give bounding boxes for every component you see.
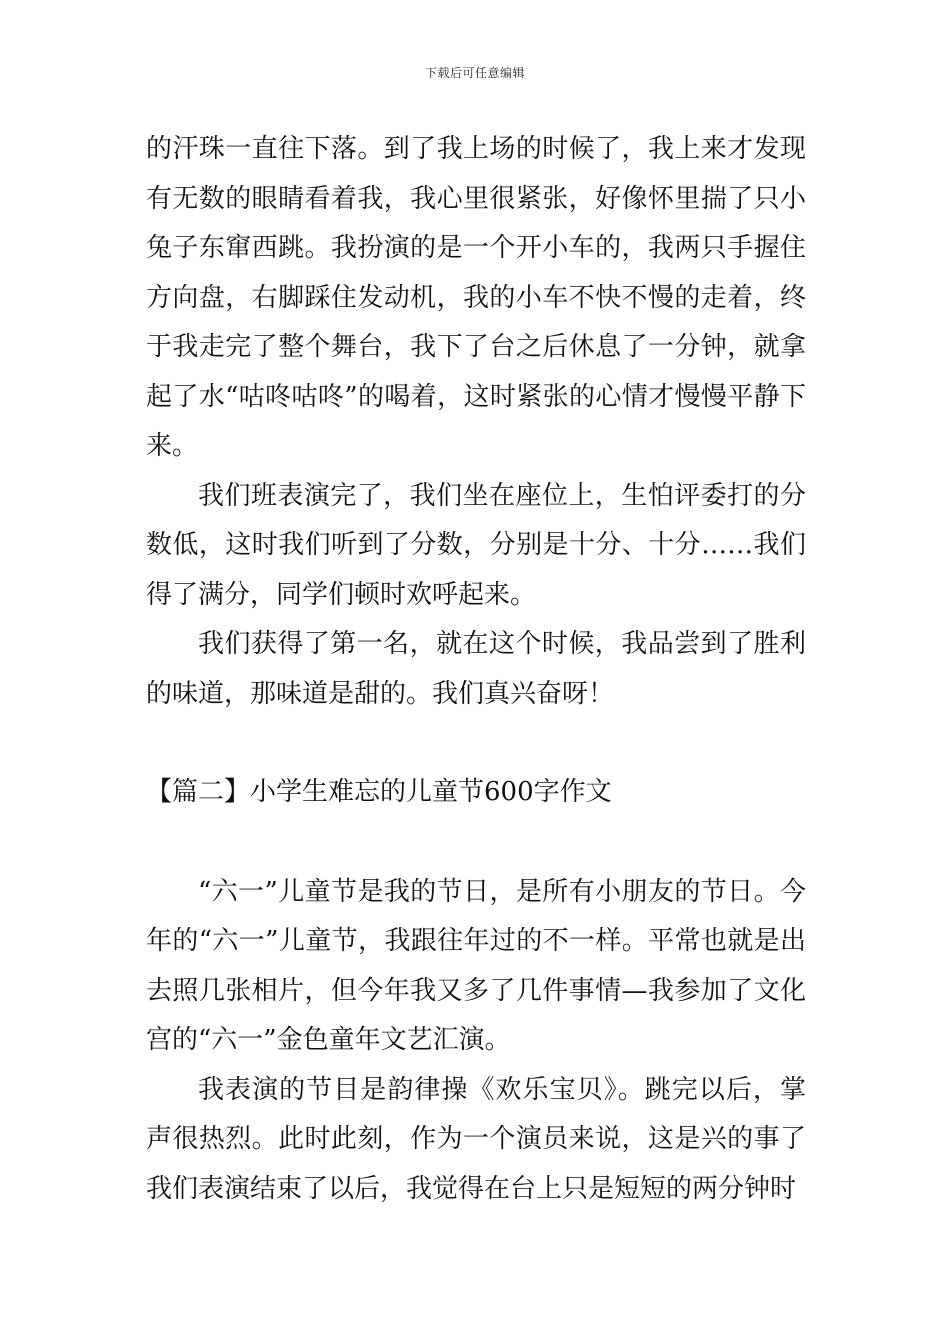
paragraph-4: “六一”儿童节是我的节日，是所有小朋友的节日。今年的“六一”儿童节，我跟往年过的不一样。平常也就是出去照几张相片，但今年我又多了几件事情—我参加了文化宫的“六一”金色童年文艺汇演。 bbox=[146, 876, 806, 1055]
spacer bbox=[146, 719, 806, 768]
paragraph-2: 我们班表演完了，我们坐在座位上，生怕评委打的分数低，这时我们听到了分数，分别是十分、十分……我们得了满分，同学们顿时欢呼起来。 bbox=[146, 480, 806, 610]
paragraph-5: 我表演的节目是韵律操《欢乐宝贝》。跳完以后，掌声很热烈。此时此刻，作为一个演员来说，这是兴的事了我们表演结束了以后，我觉得在台上只是短短的两分钟时 bbox=[146, 1074, 806, 1204]
spacer bbox=[146, 818, 806, 868]
page-header: 下载后可任意编辑 bbox=[424, 66, 525, 80]
document-body bbox=[146, 125, 806, 1214]
paragraph-1: 的汗珠一直往下落。到了我上场的时候了，我上来才发现有无数的眼睛看着我，我心里很紧张，好像怀里揣了只小兔子东窜西跳。我扮演的是一个开小车的，我两只手握住方向盘，右脚踩住发动机，我的小车不快不慢的走着，终于我走完了整个舞台，我下了台之后休息了一分钟，就拿起了水“咕咚咕咚”的喝着，这时紧张的心情才慢慢平静下来。 bbox=[146, 134, 806, 461]
section-heading: 【篇二】小学生难忘的儿童节600字作文 bbox=[146, 777, 612, 807]
paragraph-3: 我们获得了第一名，就在这个时候，我品尝到了胜利的味道，那味道是甜的。我们真兴奋呀！ bbox=[146, 629, 806, 709]
